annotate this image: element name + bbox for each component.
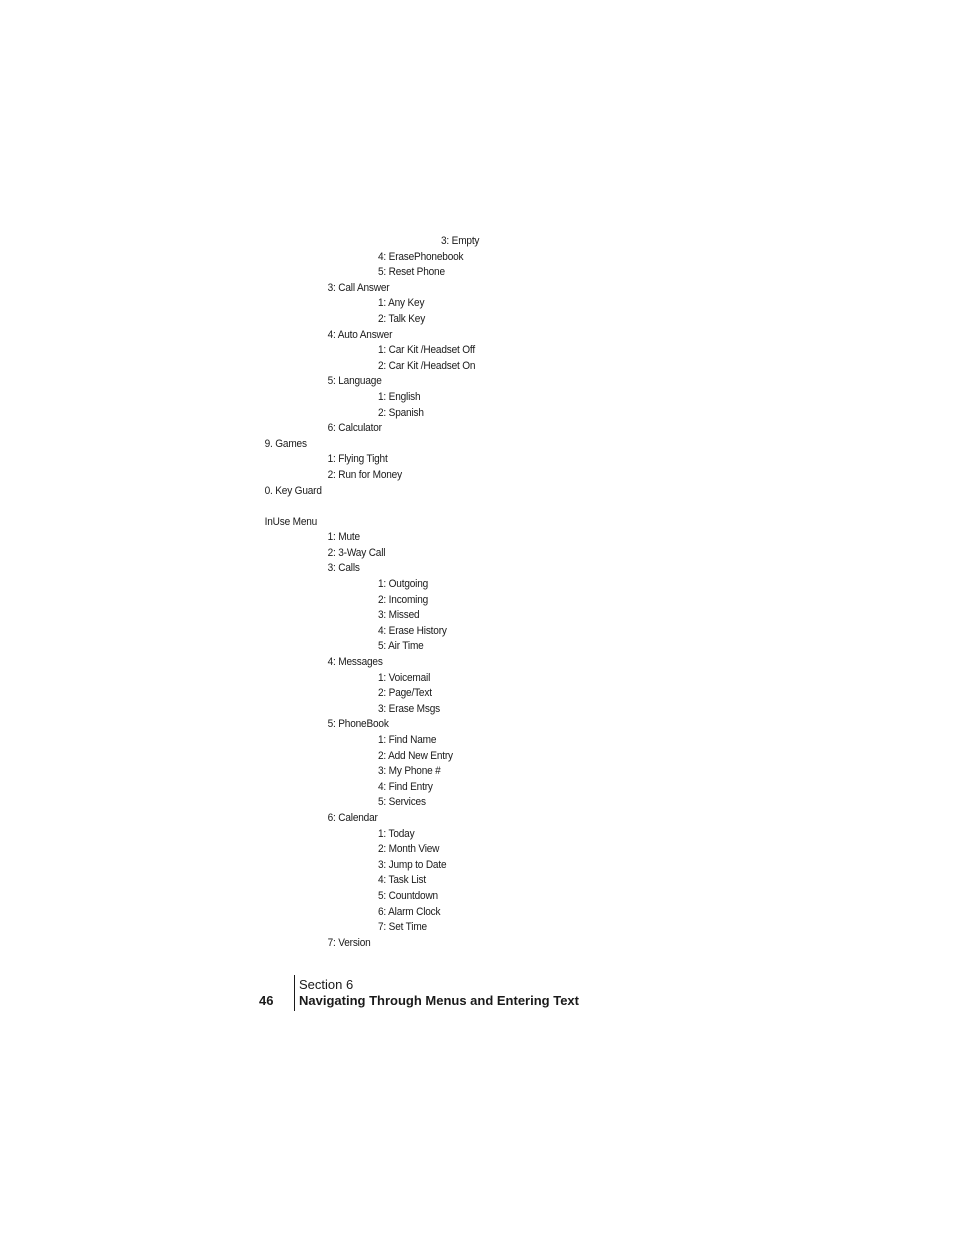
menu-item-level-2: 1: English [378,390,421,403]
menu-item-level-2: 4: ErasePhonebook [378,250,464,263]
menu-item-level-1: 1: Flying Tight [327,453,388,466]
section-title: Navigating Through Menus and Entering Text [299,993,579,1008]
menu-item-level-3: 3: Empty [441,235,480,247]
menu-item-level-1: 3: Call Answer [327,281,390,294]
menu-item-level-2: 5: Air Time [378,640,424,653]
menu-item-level-2: 2: Talk Key [378,312,426,325]
menu-item-level-2: 2: Month View [378,843,440,856]
menu-item-level-2: 4: Task List [378,874,427,887]
section-label: Section 6 [299,977,354,992]
menu-item-level-2: 1: Car Kit /Headset Off [378,344,475,357]
menu-item-level-2: 5: Services [378,796,426,809]
menu-item-level-2: 1: Outgoing [378,578,429,591]
menu-spacer [0,499,954,515]
menu-item-level-1: 3: Calls [327,562,360,575]
menu-item-level-2: 4: Find Entry [378,780,433,793]
menu-item-level-2: 2: Incoming [378,593,429,606]
menu-item-level-2: 5: Reset Phone [378,266,445,279]
menu-item-level-2: 2: Car Kit /Headset On [378,359,476,372]
menu-item-level-2: 3: Erase Msgs [378,702,441,715]
menu-item-level-1: 7: Version [327,936,371,949]
menu-item-level-2: 2: Page/Text [378,687,432,700]
page-footer [0,975,954,1011]
menu-item-level-0: InUse Menu [264,515,318,528]
menu-item-level-1: 6: Calculator [327,422,382,435]
menu-item-level-2: 2: Spanish [378,406,424,419]
menu-item-level-2: 7: Set Time [378,921,427,934]
menu-item-level-2: 3: Jump to Date [378,858,447,871]
page-number: 46 [259,993,274,1008]
menu-item-level-1: 1: Mute [327,531,360,544]
menu-item-level-2: 1: Today [378,827,415,840]
menu-item-level-1: 5: Language [327,375,382,388]
menu-item-level-1: 6: Calendar [327,811,378,824]
menu-item-level-2: 3: Missed [378,609,420,622]
menu-item-level-2: 5: Countdown [378,889,438,902]
menu-item-level-1: 5: PhoneBook [327,718,389,731]
menu-item-level-0: 9. Games [264,437,307,450]
menu-item-level-0: 0. Key Guard [264,484,322,497]
menu-item-level-1: 4: Messages [327,656,383,669]
menu-tree [0,234,954,951]
footer-divider [294,975,295,1011]
menu-item-level-1: 4: Auto Answer [327,328,393,341]
menu-item-level-1: 2: Run for Money [327,468,402,481]
menu-item-level-2: 1: Any Key [378,297,425,310]
menu-item-level-2: 1: Voicemail [378,671,431,684]
menu-item-level-2: 6: Alarm Clock [378,905,441,918]
menu-item-level-2: 2: Add New Entry [378,749,453,762]
menu-item-level-2: 1: Find Name [378,734,437,746]
menu-item-level-1: 2: 3-Way Call [327,546,386,559]
menu-item-level-2: 3: My Phone # [378,765,441,778]
menu-item-level-2: 4: Erase History [378,624,447,637]
